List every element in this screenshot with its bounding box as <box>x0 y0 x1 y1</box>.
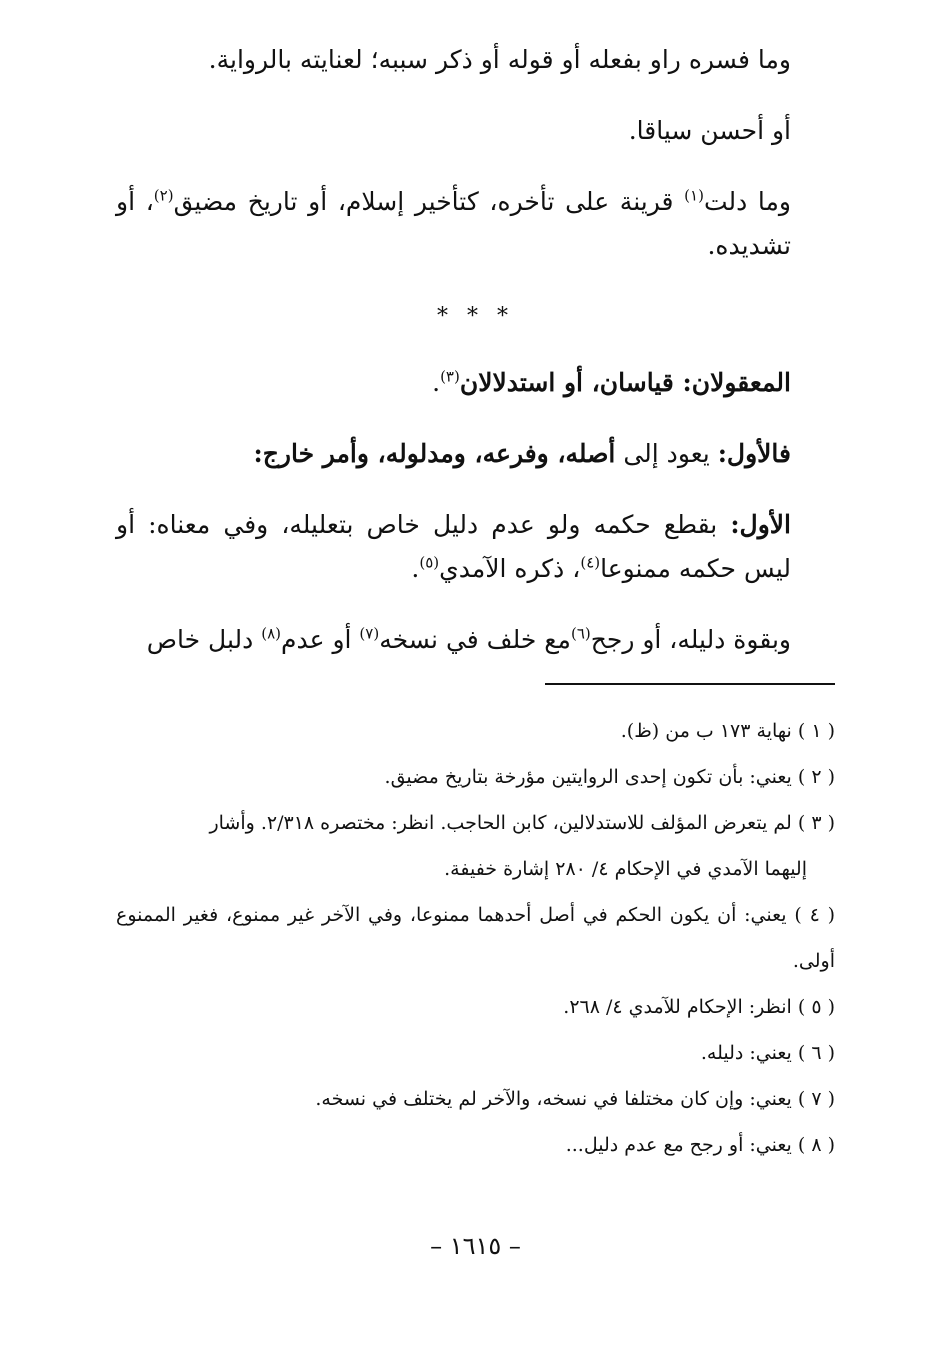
paragraph-7-text-c: أو عدم <box>280 625 360 654</box>
footnote-6 <box>116 1030 835 1076</box>
footnote-text: يعني: وإن كان مختلفا في نسخه، والآخر لم يختلف في نسخه. <box>315 1088 792 1110</box>
footnote-number: ( ١ ) <box>797 720 835 742</box>
paragraph-1 <box>116 38 835 82</box>
footnote-4 <box>116 892 835 984</box>
footnote-ref-2: (٢) <box>153 186 174 205</box>
footnote-7 <box>116 1076 835 1122</box>
footnote-number: ( ٥ ) <box>797 996 835 1018</box>
footnote-text: يعني: دليله. <box>700 1042 792 1064</box>
paragraph-5-text: يعود إلى <box>615 439 718 468</box>
footnote-8 <box>116 1122 835 1168</box>
footnote-number: ( ٤ ) <box>794 904 835 926</box>
footnote-text: انظر: الإحكام للآمدي ٤/ ٢٦٨. <box>563 996 792 1018</box>
footnote-continuation: إليهما الآمدي في الإحكام ٤/ ٢٨٠ إشارة خفيفة. <box>444 858 807 880</box>
footnote-1 <box>116 708 835 754</box>
footnote-text: لم يتعرض المؤلف للاستدلالين، كابن الحاجب. انظر: مختصره ٢/٣١٨. وأشار <box>209 812 792 834</box>
footnote-divider <box>545 683 835 685</box>
footnote-number: ( ٣ ) <box>797 812 835 834</box>
paragraph-3-text-a: وما دلت <box>703 187 792 216</box>
footnote-number: ( ٦ ) <box>797 1042 835 1064</box>
footnote-text: يعني: بأن تكون إحدى الروايتين مؤرخة بتاريخ مضيق. <box>384 766 792 788</box>
footnote-ref-1: (١) <box>684 186 704 205</box>
paragraph-6-end: . <box>411 554 420 583</box>
paragraph-5-bold-list: أصله، وفرعه، ومدلوله، وأمر خارج: <box>253 439 616 468</box>
footnote-text: يعني: أن يكون الحكم في أصل أحدهما ممنوعا، وفي الآخر غير ممنوع، فغير الممنوع أولى. <box>116 904 835 972</box>
paragraph-3-text-b: قرينة على تأخره، كتأخير إسلام، أو تاريخ مضيق <box>173 187 685 216</box>
paragraph-2 <box>116 109 835 153</box>
paragraph-4-end: . <box>432 368 441 397</box>
footnote-ref-4: (٤) <box>580 553 601 572</box>
footnote-ref-6: (٦) <box>570 624 591 643</box>
footnote-number: ( ٢ ) <box>797 766 835 788</box>
footnote-2 <box>116 754 835 800</box>
footnote-text: يعني: أو رجح مع عدم دليل... <box>565 1134 792 1156</box>
footnote-ref-7: (٧) <box>359 624 380 643</box>
paragraph-3 <box>116 180 835 268</box>
paragraph-6-text-a: بقطع حكمه ولو عدم دليل خاص بتعليله، وفي معناه: أو ليس حكمه ممنوعا <box>116 510 791 583</box>
section-separator: * * * <box>437 304 514 329</box>
footnote-ref-8: (٨) <box>261 624 281 643</box>
footnote-3 <box>116 800 835 892</box>
paragraph-5 <box>116 432 835 476</box>
main-text <box>116 38 835 689</box>
paragraph-4-heading: المعقولان: قياسان، أو استدلالان <box>459 368 791 397</box>
paragraph-2-text: أو أحسن سياقا. <box>628 116 791 145</box>
paragraph-5-heading: فالأول: <box>717 439 791 468</box>
footnote-number: ( ٧ ) <box>797 1088 835 1110</box>
paragraph-1-text: وما فسره راو بفعله أو قوله أو ذكر سببه؛ لعنايته بالرواية. <box>208 45 791 74</box>
paragraph-3-text-c: ، أو تشديده. <box>116 187 791 260</box>
page-number: – ١٦١٥ – <box>430 1232 521 1260</box>
paragraph-6 <box>116 503 835 591</box>
footnotes <box>116 708 835 1168</box>
paragraph-6-heading: الأول: <box>730 510 791 539</box>
footnote-number: ( ٨ ) <box>797 1134 835 1156</box>
footnote-ref-5: (٥) <box>419 553 440 572</box>
footnote-5 <box>116 984 835 1030</box>
paragraph-4 <box>116 361 835 405</box>
paragraph-7 <box>116 618 835 662</box>
paragraph-7-text-b: مع خلف في نسخه <box>379 625 571 654</box>
paragraph-6-text-b: ، ذكره الآمدي <box>439 554 581 583</box>
paragraph-7-text-d: دلبل خاص <box>146 625 262 654</box>
paragraph-7-text-a: وبقوة دليله، أو رجح <box>590 625 791 654</box>
footnote-ref-3: (٣) <box>440 367 460 386</box>
footnote-text: نهاية ١٧٣ ب من (ظ). <box>620 720 792 742</box>
